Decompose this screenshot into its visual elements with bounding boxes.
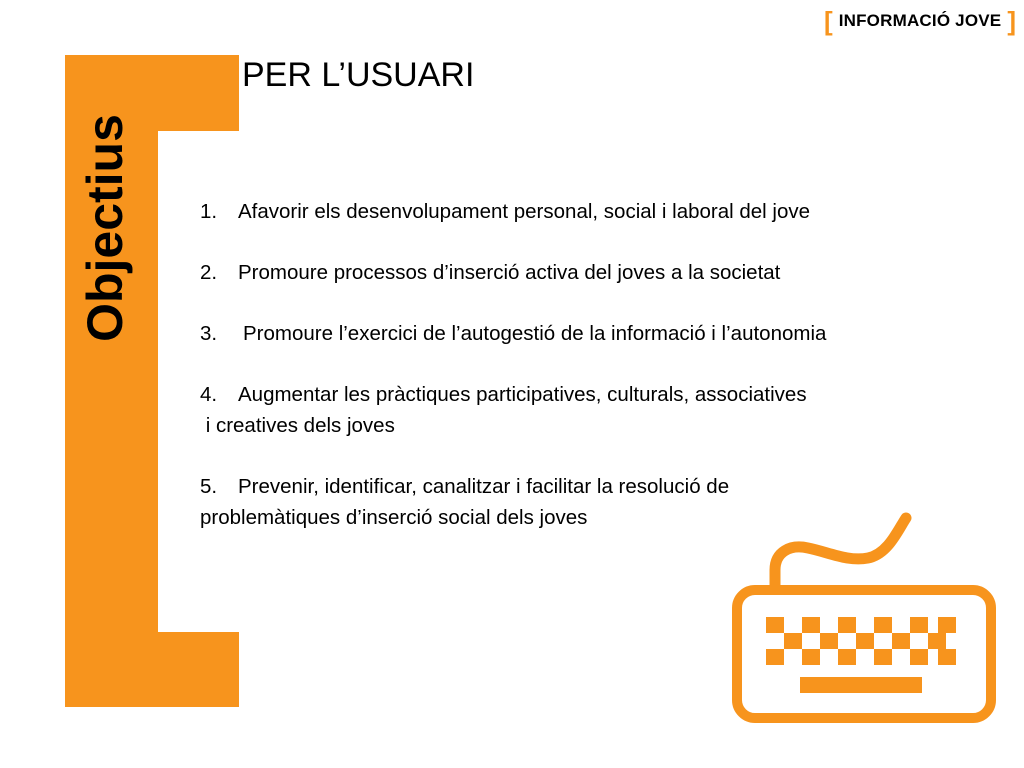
objective-item-3 — [200, 318, 1000, 349]
keyboard-icon — [728, 510, 1020, 725]
objective-number: 3. — [200, 322, 218, 345]
objective-item-2 — [200, 257, 1000, 288]
brand-close-bracket: ] — [1007, 6, 1016, 36]
objective-number: 5. — [200, 475, 218, 498]
objective-number: 2. — [200, 261, 218, 284]
vertical-title-text: Objectius — [76, 114, 133, 342]
keyboard-cable — [775, 518, 906, 587]
vertical-title — [67, 96, 142, 360]
objective-text: Afavorir els desenvolupament personal, social i laboral del jove — [238, 200, 811, 223]
section-title: PER L’USUARI — [242, 56, 475, 94]
objective-text-continued: problemàtiques d’inserció social dels joves — [200, 506, 588, 529]
objective-text: Prevenir, identificar, canalitzar i facilitar la resolució de — [238, 475, 730, 498]
brand-header — [824, 6, 1016, 36]
objective-number: 4. — [200, 383, 218, 406]
objective-text: Promoure l’exercici de l’autogestió de la informació i l’autonomia — [243, 322, 827, 345]
brand-open-bracket: [ — [824, 6, 833, 36]
objective-text: Promoure processos d’inserció activa del joves a la societat — [238, 261, 781, 284]
brand-title: INFORMACIÓ JOVE — [838, 11, 1002, 30]
objectives-list — [200, 196, 1000, 563]
objective-text: Augmentar les pràctiques participatives, culturals, associatives — [238, 383, 807, 406]
objective-number: 1. — [200, 200, 218, 223]
objective-item-4 — [200, 379, 1000, 441]
objective-item-1 — [200, 196, 1000, 227]
keyboard-keys — [766, 617, 956, 693]
objective-text-continued: i creatives dels joves — [200, 414, 395, 437]
